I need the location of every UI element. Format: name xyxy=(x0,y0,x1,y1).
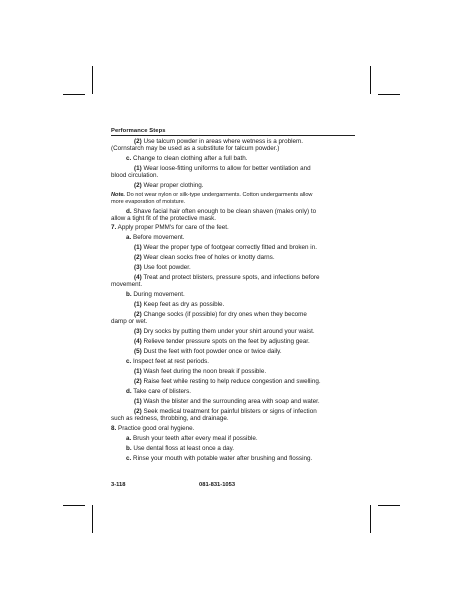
step-marker: a. xyxy=(126,435,132,442)
step-text: Use talcum powder in areas where wetness is a problem. xyxy=(141,138,304,145)
text-line xyxy=(134,311,307,318)
step-text: Change socks (if possible) for dry ones when they become xyxy=(141,311,307,318)
step-text: Rinse your mouth with potable water after brushing and flossing. xyxy=(131,455,313,462)
step-text: Treat and protect blisters, pressure spots, and infections before xyxy=(141,274,320,281)
step-text: Inspect feet at rest periods. xyxy=(131,358,209,365)
step-text: such as redness, throbbing, and drainage. xyxy=(111,415,229,422)
section-title: Performance Steps xyxy=(111,128,166,134)
text-line xyxy=(134,138,303,145)
text-line xyxy=(134,254,275,261)
step-marker: c. xyxy=(126,455,132,462)
text-line xyxy=(111,425,194,432)
document-number: 081-831-1053 xyxy=(199,482,236,488)
step-text: Dust the feet with foot powder once or twice daily. xyxy=(141,348,282,355)
step-marker: (2) xyxy=(134,254,142,261)
text-line xyxy=(134,274,320,281)
step-text: Wear proper clothing. xyxy=(141,182,204,189)
text-line xyxy=(134,348,282,355)
step-marker: (1) xyxy=(134,301,142,308)
step-marker: d. xyxy=(126,388,132,395)
step-marker: c. xyxy=(126,358,132,365)
step-text: During movement. xyxy=(131,291,185,298)
text-line xyxy=(134,398,320,405)
text-line xyxy=(126,358,209,365)
text-line xyxy=(126,435,258,442)
step-text: Apply proper PMM's for care of the feet. xyxy=(116,224,229,231)
step-marker: (2) xyxy=(134,138,142,145)
text-line xyxy=(126,208,316,215)
text-line xyxy=(111,281,142,288)
step-text: Before movement. xyxy=(131,234,185,241)
text-line xyxy=(134,301,224,308)
text-line xyxy=(111,199,185,206)
step-text: Wear clean socks free of holes or knotty darns. xyxy=(141,254,275,261)
step-marker: (4) xyxy=(134,338,142,345)
step-marker: b. xyxy=(126,445,132,452)
step-text: damp or wet. xyxy=(111,318,148,325)
step-text: Use foot powder. xyxy=(141,264,191,271)
step-marker: Note. xyxy=(111,192,125,198)
step-text: movement. xyxy=(111,281,143,288)
step-text: Practice good oral hygiene. xyxy=(116,425,195,432)
text-line xyxy=(134,182,204,189)
step-marker: (2) xyxy=(134,311,142,318)
step-text: Wash feet during the noon break if possible. xyxy=(141,368,267,375)
step-marker: d. xyxy=(126,208,132,215)
step-text: blood circulation. xyxy=(111,172,159,179)
crop-mark-top-right-vertical xyxy=(370,66,371,94)
text-line xyxy=(111,172,158,179)
step-marker: 7. xyxy=(111,224,117,231)
step-text: more evaporation of moisture. xyxy=(111,199,186,205)
step-text: Relieve tender pressure spots on the feet by adjusting gear. xyxy=(141,338,310,345)
text-line xyxy=(111,224,229,231)
step-text: Raise feet while resting to help reduce congestion and swelling. xyxy=(141,378,321,385)
step-text: Wash the blister and the surrounding area with soap and water. xyxy=(141,398,320,405)
text-line xyxy=(126,291,185,298)
text-line xyxy=(111,318,147,325)
text-line xyxy=(111,192,312,199)
crop-mark-top-left-horizontal xyxy=(63,94,85,95)
text-line xyxy=(134,368,266,375)
text-line xyxy=(134,378,321,385)
step-text: Change to clean clothing after a full bath. xyxy=(131,155,248,162)
text-line xyxy=(126,234,184,241)
step-text: Brush your teeth after every meal if possible. xyxy=(131,435,258,442)
step-text: Do not wear nylon or silk-type undergarments. Cotton undergarments allow xyxy=(124,192,313,198)
crop-mark-top-right-horizontal xyxy=(378,94,400,95)
step-text: Wear the proper type of footgear correctly fitted and broken in. xyxy=(141,244,317,251)
step-text: Wear loose-fitting uniforms to allow for better ventilation and xyxy=(141,165,311,172)
step-marker: (1) xyxy=(134,244,142,251)
step-marker: (1) xyxy=(134,165,142,172)
step-text: Take care of blisters. xyxy=(131,388,191,395)
text-line xyxy=(111,215,216,222)
text-line xyxy=(134,244,317,251)
step-text: allow a tight fit of the protective mask. xyxy=(111,215,216,222)
crop-mark-top-left-vertical xyxy=(92,66,93,94)
text-line xyxy=(134,264,191,271)
text-line xyxy=(134,165,311,172)
step-marker: (2) xyxy=(134,182,142,189)
header-rule xyxy=(111,135,355,136)
step-marker: (1) xyxy=(134,368,142,375)
step-text: Use dental floss at least once a day. xyxy=(131,445,235,452)
crop-mark-bottom-right-horizontal xyxy=(378,505,400,506)
page-number: 3-118 xyxy=(111,482,126,488)
step-marker: (1) xyxy=(134,398,142,405)
crop-mark-bottom-left-vertical xyxy=(92,505,93,533)
step-text: Keep feet as dry as possible. xyxy=(141,301,225,308)
text-line xyxy=(134,328,315,335)
text-line xyxy=(111,415,229,422)
text-line xyxy=(134,408,317,415)
step-marker: (4) xyxy=(134,274,142,281)
text-line xyxy=(126,388,191,395)
crop-mark-bottom-right-vertical xyxy=(370,505,371,533)
step-marker: (3) xyxy=(134,264,142,271)
step-marker: b. xyxy=(126,291,132,298)
step-marker: c. xyxy=(126,155,132,162)
crop-mark-bottom-left-horizontal xyxy=(63,505,85,506)
step-text: (Cornstarch may be used as a substitute for talcum powder.) xyxy=(111,145,280,152)
step-text: Shave facial hair often enough to be clean shaven (males only) to xyxy=(131,208,317,215)
text-line xyxy=(126,455,312,462)
text-line xyxy=(111,145,279,152)
step-marker: (2) xyxy=(134,408,142,415)
step-marker: (5) xyxy=(134,348,142,355)
text-line xyxy=(126,445,234,452)
step-marker: (3) xyxy=(134,328,142,335)
step-marker: a. xyxy=(126,234,132,241)
step-text: Dry socks by putting them under your shirt around your waist. xyxy=(141,328,315,335)
step-marker: 8. xyxy=(111,425,117,432)
text-line xyxy=(134,338,310,345)
step-text: Seek medical treatment for painful blisters or signs of infection xyxy=(141,408,317,415)
step-marker: (2) xyxy=(134,378,142,385)
text-line xyxy=(126,155,248,162)
